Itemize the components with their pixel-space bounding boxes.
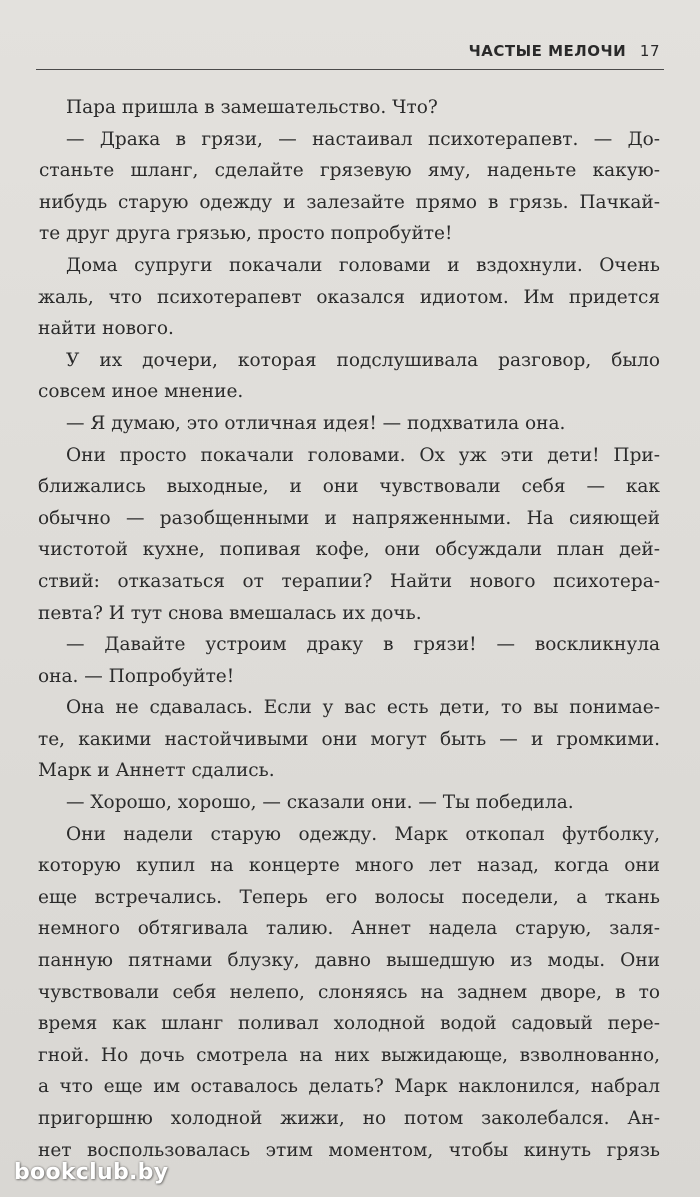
text-line: гной. Но дочь смотрела на них выжидающе, взволнованно,: [38, 1044, 660, 1066]
text-line: чистотой кухне, попивая кофе, они обсуждали план дей-: [38, 539, 660, 561]
text-line: обычно — разобщенными и напряженными. На сияющей: [38, 507, 660, 529]
text-line: — Драка в грязи, — настаивал психотерапевт. — До-: [66, 128, 660, 150]
text-line: еще встречались. Теперь его волосы поседели, а ткань: [38, 886, 660, 908]
text-line: Они надели старую одежду. Марк откопал футболку,: [66, 823, 660, 845]
page-number: 17: [639, 42, 660, 60]
text-line: нет воспользовалась этим моментом, чтобы кинуть грязь: [38, 1139, 660, 1161]
text-line: Она не сдавалась. Если у вас есть дети, то вы понимае-: [66, 697, 660, 719]
text-line: чувствовали себя нелепо, слоняясь на заднем дворе, в то: [38, 981, 660, 1003]
text-line: ствий: отказаться от терапии? Найти нового психотера-: [38, 570, 660, 592]
text-line: Дома супруги покачали головами и вздохнули. Очень: [66, 254, 660, 276]
text-line: она. — Попробуйте!: [38, 665, 235, 687]
text-line: которую купил на концерте много лет назад, когда они: [38, 855, 660, 877]
text-line: Марк и Аннетт сдались.: [38, 760, 275, 782]
text-line: нибудь старую одежду и залезайте прямо в грязь. Пачкай-: [39, 191, 660, 213]
text-line: Они просто покачали головами. Ох уж эти дети! При-: [66, 444, 660, 466]
text-line: ближались выходные, и они чувствовали себя — как: [38, 476, 660, 498]
text-line: жаль, что психотерапевт оказался идиотом. Им придется: [38, 286, 660, 308]
text-line: Пара пришла в замешательство. Что?: [66, 97, 438, 118]
text-line: найти нового.: [38, 318, 174, 340]
text-line: те, какими настойчивыми они могут быть — и громкими.: [38, 728, 660, 750]
text-line: — Я думаю, это отличная идея! — подхватила она.: [66, 412, 566, 434]
text-line: те друг друга грязью, просто попробуйте!: [39, 223, 453, 245]
body-text: [0, 92, 700, 1166]
text-line: станьте шланг, сделайте грязевую яму, наденьте какую-: [39, 160, 660, 182]
text-line: — Давайте устроим драку в грязи! — воскликнула: [66, 634, 660, 656]
chapter-title: ЧАСТЫЕ МЕЛОЧИ: [468, 42, 627, 60]
text-line: совсем иное мнение.: [38, 381, 244, 403]
running-head: [469, 42, 660, 60]
text-line: — Хорошо, хорошо, — сказали они. — Ты победила.: [66, 792, 574, 814]
text-line: панную пятнами блузку, давно вышедшую из моды. Они: [38, 950, 660, 972]
text-line: певта? И тут снова вмешалась их дочь.: [38, 602, 422, 624]
header-rule: [36, 69, 664, 70]
text-line: пригоршню холодной жижи, но потом заколебался. Ан-: [38, 1108, 660, 1129]
text-line: У их дочери, которая подслушивала разговор, было: [66, 349, 660, 371]
text-line: немного обтягивала талию. Аннет надела старую, заля-: [38, 918, 660, 940]
text-line: время как шланг поливал холодной водой садовый пере-: [38, 1013, 660, 1035]
site-watermark: bookclub.by: [14, 1160, 169, 1185]
text-line: а что еще им оставалось делать? Марк наклонился, набрал: [38, 1076, 660, 1098]
